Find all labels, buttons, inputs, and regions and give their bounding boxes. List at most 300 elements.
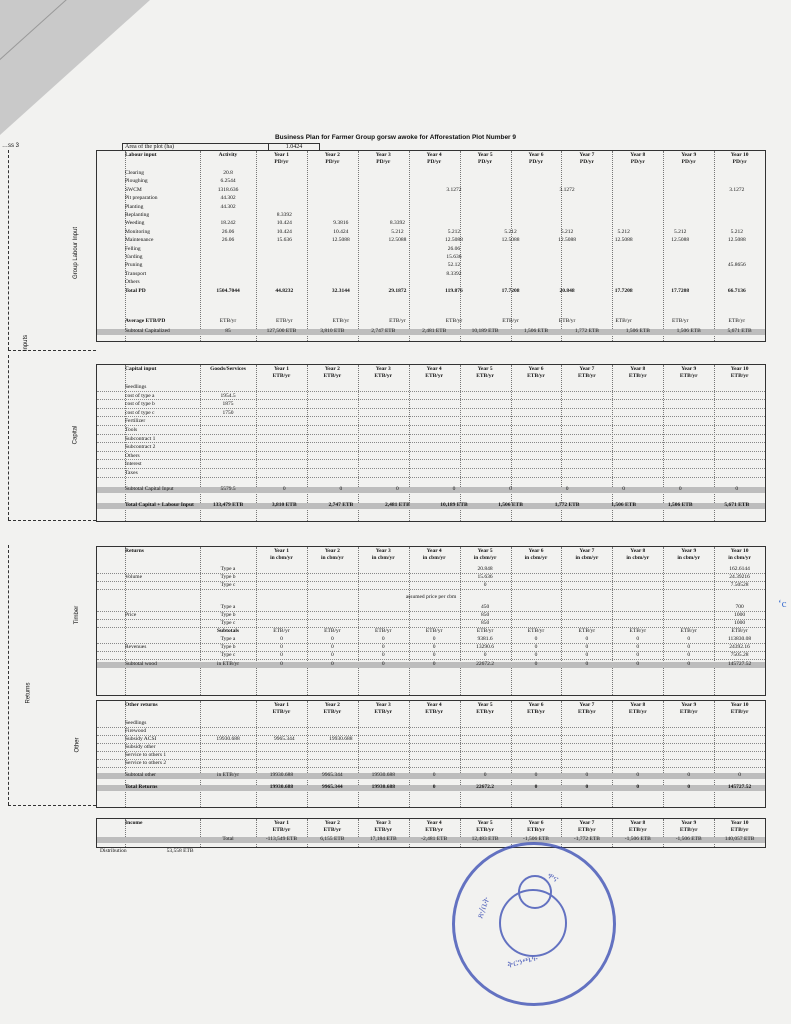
capital-row bbox=[97, 471, 765, 478]
activity-name: Transport bbox=[125, 270, 147, 277]
capital-input-table bbox=[96, 364, 766, 522]
unit-4: ETB/yr bbox=[425, 827, 444, 833]
v-y6: 12.5088 bbox=[501, 237, 520, 244]
other-subtotal-y5: 0 bbox=[483, 772, 487, 778]
volume-y5: 20.848 bbox=[477, 566, 493, 572]
revenue-y8: 0 bbox=[636, 652, 640, 658]
goods-name: cost of type b bbox=[125, 401, 155, 408]
etb-unit: ETB/yr bbox=[425, 628, 443, 634]
labour-row bbox=[97, 205, 765, 211]
wood-y6: 0 bbox=[534, 661, 538, 667]
year-head-6: Year 6 bbox=[528, 366, 544, 372]
unit-8: PD/yr bbox=[630, 159, 645, 165]
revenue-y7: 0 bbox=[585, 644, 589, 650]
header-row bbox=[97, 153, 765, 159]
unit-5: PD/yr bbox=[478, 159, 493, 165]
revenue-row bbox=[97, 637, 765, 644]
revenue-y2: 0 bbox=[330, 652, 334, 658]
revenues-label: Revenues bbox=[125, 644, 147, 650]
other-subtotal-y1: 19930.688 bbox=[269, 772, 294, 778]
unit-3: ETB/yr bbox=[374, 709, 393, 715]
unit-9: in cbm/yr bbox=[677, 555, 701, 561]
year-head-3: Year 3 bbox=[375, 820, 391, 826]
revenue-y10: 24392.16 bbox=[729, 644, 750, 650]
other-row bbox=[97, 753, 765, 760]
unit-row bbox=[97, 374, 765, 380]
volume-row bbox=[97, 567, 765, 574]
subtotal-wood-row bbox=[97, 662, 765, 668]
section-label: Returns bbox=[125, 548, 144, 554]
income-y6: -1,506 ETB bbox=[522, 836, 549, 842]
v-y2: 44.8232 bbox=[275, 287, 294, 294]
capital-row bbox=[97, 402, 765, 409]
subtotal-label: Subtotal Capitalized bbox=[125, 328, 170, 334]
wood-y9: 0 bbox=[687, 661, 691, 667]
price-y10: 700 bbox=[735, 604, 744, 610]
unit-9: ETB/yr bbox=[679, 709, 698, 715]
income-table bbox=[96, 818, 766, 848]
v-y5: 52.12 bbox=[447, 262, 461, 269]
capital-total-y8: 1,506 ETB bbox=[611, 502, 637, 508]
unit-5: ETB/yr bbox=[476, 827, 494, 833]
year-head-5: Year 5 bbox=[477, 366, 493, 372]
capital-subtotal-y6: 0 bbox=[509, 486, 512, 492]
year-head-9: Year 9 bbox=[681, 152, 697, 158]
other-name: Subsidy other bbox=[125, 744, 156, 750]
activity-name: Maintenance bbox=[125, 237, 154, 244]
distribution-row bbox=[100, 848, 193, 854]
capital-total-y3: 2,747 ETB bbox=[328, 502, 354, 508]
labour-subtotal-y8: 1,506 ETB bbox=[625, 328, 650, 334]
labour-row bbox=[97, 272, 765, 278]
labour-row bbox=[97, 179, 765, 185]
unit-9: ETB/yr bbox=[679, 827, 698, 833]
v-y1: 18.242 bbox=[220, 220, 236, 227]
price-row bbox=[97, 605, 765, 612]
unit-7: in cbm/yr bbox=[575, 555, 599, 561]
price-y5: 850 bbox=[480, 612, 490, 618]
labour-row bbox=[97, 171, 765, 177]
unit-4: ETB/yr bbox=[425, 709, 444, 715]
type-name: Type a bbox=[220, 636, 236, 642]
capital-subtotal-y10: 0 bbox=[735, 486, 739, 492]
capital-total-y5: 10,189 ETB bbox=[440, 502, 468, 508]
total-returns-y5: 22672.2 bbox=[476, 784, 495, 790]
in-etb: in ETB/yr bbox=[216, 661, 240, 667]
capital-row bbox=[97, 428, 765, 435]
year-head-8: Year 8 bbox=[630, 366, 646, 372]
subtotal-label: Subtotal other bbox=[125, 772, 157, 778]
v-y8: 5.212 bbox=[617, 228, 630, 235]
wood-y4: 0 bbox=[432, 661, 436, 667]
wood-y5: 22672.2 bbox=[476, 661, 495, 667]
section-label: Capital input bbox=[125, 366, 157, 372]
unit-row bbox=[97, 710, 765, 716]
total-returns-y1: 19930.688 bbox=[269, 784, 294, 790]
income-y4: -2,481 ETB bbox=[421, 836, 448, 842]
unit-10: in cbm/yr bbox=[728, 555, 751, 561]
unit-7: PD/yr bbox=[579, 159, 594, 165]
year-head-6: Year 6 bbox=[528, 820, 544, 826]
activity-name: Monitoring bbox=[125, 228, 151, 235]
v-y7: 3.1272 bbox=[559, 186, 575, 193]
price-note: assumed price per cbm bbox=[405, 594, 457, 600]
revenue-y4: 0 bbox=[432, 644, 436, 650]
total-returns-y9: 0 bbox=[687, 784, 691, 790]
labour-row bbox=[97, 280, 765, 286]
revenue-y1: 0 bbox=[280, 636, 283, 642]
capital-total-y9: 1,506 ETB bbox=[667, 502, 693, 508]
year-head-4: Year 4 bbox=[426, 152, 442, 158]
revenue-y2: 0 bbox=[330, 644, 334, 650]
year-head-5: Year 5 bbox=[477, 820, 493, 826]
capital-row bbox=[97, 437, 765, 444]
v-y5: 5.212 bbox=[447, 228, 461, 235]
volume-y10: 7.50528 bbox=[730, 582, 749, 588]
etb-unit: ETB/yr bbox=[629, 628, 647, 634]
v-y4: 5.212 bbox=[391, 228, 404, 235]
goods-name: cost of type a bbox=[125, 392, 155, 399]
year-head-9: Year 9 bbox=[681, 820, 697, 826]
year-head-10: Year 10 bbox=[730, 152, 749, 158]
v-y2: 15.636 bbox=[276, 237, 292, 244]
revenue-y3: 0 bbox=[381, 644, 385, 650]
v-y2: 8.3392 bbox=[276, 212, 292, 218]
capital-total-y4: 2,481 ETB bbox=[385, 502, 410, 508]
subtotals-label: Subtotals bbox=[216, 628, 239, 634]
type-name: Type c bbox=[220, 582, 236, 588]
capital-subtotal-y3: 0 bbox=[339, 486, 343, 492]
v-y1: 1504.7044 bbox=[216, 287, 240, 294]
volume-row bbox=[97, 575, 765, 582]
unit-5: ETB/yr bbox=[476, 373, 494, 379]
v-y8: 17.7208 bbox=[614, 287, 633, 294]
capital-subtotal-y8: 0 bbox=[622, 486, 626, 492]
unit-3: ETB/yr bbox=[374, 827, 393, 833]
revenue-y4: 0 bbox=[432, 636, 436, 642]
unit-5: in cbm/yr bbox=[473, 555, 497, 561]
year-head-10: Year 10 bbox=[730, 366, 749, 372]
other-name: Seedlings bbox=[125, 720, 147, 726]
v-y7: 20.848 bbox=[559, 287, 575, 294]
header-row bbox=[97, 703, 765, 709]
other-row bbox=[97, 721, 765, 728]
v-y5: 26.06 bbox=[447, 245, 461, 252]
capital-border bbox=[8, 355, 9, 520]
year-head-8: Year 8 bbox=[630, 152, 646, 158]
capital-total-row bbox=[97, 503, 765, 509]
capital-total-y10: 5,671 ETB bbox=[724, 502, 750, 508]
unit-3: PD/yr bbox=[376, 159, 391, 165]
goods-name: Tools bbox=[125, 427, 138, 433]
unit-row bbox=[97, 160, 765, 166]
capital-total-y6: 1,506 ETB bbox=[498, 502, 523, 508]
unit-6: ETB/yr bbox=[527, 373, 545, 379]
unit-2: ETB/yr bbox=[323, 709, 342, 715]
year-head-1: Year 1 bbox=[273, 366, 289, 372]
v-y7: 5.212 bbox=[560, 228, 574, 235]
revenue-y4: 0 bbox=[432, 652, 436, 658]
avg-unit: ETB/yr bbox=[219, 318, 237, 324]
unit-3: ETB/yr bbox=[374, 373, 393, 379]
goods-name: cost of type c bbox=[125, 409, 155, 416]
revenue-y8: 0 bbox=[636, 636, 640, 642]
subtotal-row bbox=[97, 329, 765, 335]
unit-7: ETB/yr bbox=[578, 709, 596, 715]
year-head-4: Year 4 bbox=[426, 702, 442, 708]
v-y4: 8.3392 bbox=[389, 220, 405, 227]
v-y5: 8.3392 bbox=[446, 270, 462, 277]
inputs-side-label: Inputs bbox=[23, 334, 30, 352]
other-row bbox=[97, 745, 765, 752]
avg-unit-9: ETB/yr bbox=[728, 318, 746, 324]
capital-subtotal-y5: 0 bbox=[452, 486, 456, 492]
year-head-7: Year 7 bbox=[579, 820, 595, 826]
goods-value: 1954.5 bbox=[220, 392, 236, 399]
labour-row bbox=[97, 255, 765, 261]
goods-name: Subcontract 2 bbox=[125, 444, 156, 451]
avg-unit-8: ETB/yr bbox=[671, 318, 689, 324]
activity-name: Total PD bbox=[125, 287, 146, 294]
unit-4: in cbm/yr bbox=[422, 555, 446, 561]
revenue-y9: 0 bbox=[687, 644, 691, 650]
labour-row bbox=[97, 213, 765, 219]
other-subtotal-y9: 0 bbox=[687, 772, 691, 778]
capital-side-label: Capital bbox=[72, 425, 79, 445]
revenue-y10: 113830.08 bbox=[728, 636, 752, 642]
unit-9: PD/yr bbox=[681, 159, 696, 165]
labour-row bbox=[97, 221, 765, 227]
year-head-8: Year 8 bbox=[630, 702, 646, 708]
header-row bbox=[97, 367, 765, 373]
revenue-y6: 0 bbox=[534, 652, 538, 658]
unit-9: ETB/yr bbox=[679, 373, 698, 379]
other-row bbox=[97, 737, 765, 744]
v-y8: 12.5088 bbox=[614, 237, 633, 244]
unit-2: in cbm/yr bbox=[320, 555, 344, 561]
year-head-10: Year 10 bbox=[730, 548, 749, 554]
group-labour-side-label: Group Labour Input bbox=[73, 226, 80, 280]
unit-4: PD/yr bbox=[427, 159, 442, 165]
labour-subtotal-y3: 2,747 ETB bbox=[371, 328, 396, 334]
v-y10: 45.8656 bbox=[727, 262, 746, 269]
timber-side-label: Timber bbox=[74, 605, 81, 625]
volume-y5: 15.636 bbox=[477, 574, 493, 580]
avg-unit-6: ETB/yr bbox=[558, 318, 576, 324]
unit-1: ETB/yr bbox=[272, 709, 291, 715]
section-label: Income bbox=[125, 820, 143, 826]
unit-10: ETB/yr bbox=[730, 373, 749, 379]
unit-10: ETB/yr bbox=[730, 709, 749, 715]
type-name: Type b bbox=[220, 574, 236, 580]
area-label: Area of the plot (ha) bbox=[122, 143, 269, 151]
income-y5: 12,483 ETB bbox=[471, 836, 499, 842]
other-y2: 9965.344 bbox=[273, 736, 295, 742]
timber-returns-table bbox=[96, 546, 766, 696]
activity-name: Replanting bbox=[125, 212, 150, 218]
capital-total-y2: 3,810 ETB bbox=[271, 502, 297, 508]
total-returns-y7: 0 bbox=[585, 784, 589, 790]
revenue-y9: 0 bbox=[687, 652, 691, 658]
other-y1: 19930.688 bbox=[216, 736, 240, 742]
stamp-text-3: ጽ/ቤት bbox=[475, 895, 493, 921]
unit-8: ETB/yr bbox=[628, 709, 647, 715]
etb-unit: ETB/yr bbox=[273, 628, 290, 634]
income-total-row bbox=[97, 837, 765, 843]
price-y10: 1000 bbox=[734, 612, 746, 618]
activity-name: Pit preparation bbox=[125, 195, 158, 202]
year-head-7: Year 7 bbox=[579, 702, 595, 708]
year-head-3: Year 3 bbox=[375, 702, 391, 708]
unit-2: ETB/yr bbox=[323, 373, 342, 379]
capital-row bbox=[97, 462, 765, 469]
v-y3: 32.3144 bbox=[331, 287, 350, 294]
activity-name: Felling bbox=[125, 245, 141, 252]
goods-name: Fertilizer bbox=[125, 418, 146, 425]
total-returns-y3: 19930.688 bbox=[371, 784, 395, 790]
v-y9: 17.7208 bbox=[671, 287, 690, 294]
v-y5: 12.5088 bbox=[445, 237, 463, 244]
labour-subtotal-y7: 1,772 ETB bbox=[574, 328, 599, 334]
revenue-row bbox=[97, 653, 765, 660]
total-y1: 133,479 ETB bbox=[212, 502, 244, 508]
type-name: Type b bbox=[220, 612, 236, 618]
unit-1: ETB/yr bbox=[272, 373, 291, 379]
unit-3: in cbm/yr bbox=[371, 555, 395, 561]
subtotal-y1: 5579.5 bbox=[220, 486, 236, 492]
other-total-row bbox=[97, 785, 765, 791]
year-head-2: Year 2 bbox=[324, 820, 340, 826]
avg-row bbox=[97, 319, 765, 325]
unit-2: ETB/yr bbox=[323, 827, 342, 833]
capital-subtotal-y9: 0 bbox=[678, 486, 682, 492]
other-subtotal-y10: 0 bbox=[738, 772, 741, 778]
other-subtotal-row bbox=[97, 773, 765, 779]
labour-subtotal-y1: 127,500 ETB bbox=[266, 328, 297, 334]
price-y10: 1000 bbox=[734, 620, 746, 626]
capital-subtotal-y7: 0 bbox=[565, 486, 569, 492]
activity-name: Pruning bbox=[125, 262, 143, 269]
year-head-5: Year 5 bbox=[477, 152, 493, 158]
etb-unit: ETB/yr bbox=[324, 628, 341, 634]
unit-6: in cbm/yr bbox=[524, 555, 548, 561]
activity-name: Ploughing bbox=[125, 178, 148, 185]
total-label: Total Returns bbox=[125, 784, 158, 790]
v-y6: 5.212 bbox=[504, 228, 517, 235]
year-head-6: Year 6 bbox=[528, 702, 544, 708]
distribution-label: Distribution bbox=[100, 848, 127, 854]
v-y1: 44.302 bbox=[220, 203, 236, 210]
header-row bbox=[97, 549, 765, 555]
wood-y10: 145727.52 bbox=[727, 661, 752, 667]
capital-row bbox=[97, 394, 765, 401]
labour-input-table bbox=[96, 150, 766, 342]
section-label: Other returns bbox=[125, 702, 158, 708]
folded-corner bbox=[0, 0, 150, 135]
total-returns-y4: 0 bbox=[432, 784, 436, 790]
activity-name: Yarding bbox=[125, 254, 143, 260]
labour-row bbox=[97, 289, 765, 295]
v-y4: 12.5088 bbox=[388, 237, 407, 244]
type-name: Type c bbox=[220, 652, 236, 658]
area-value: 1.0424 bbox=[269, 143, 320, 151]
capital-total-y7: 1,772 ETB bbox=[554, 502, 580, 508]
official-stamp bbox=[452, 842, 616, 1006]
header-row bbox=[97, 821, 765, 827]
returns-side-label: Returns bbox=[25, 682, 32, 704]
v-y10: 66.7136 bbox=[727, 287, 746, 294]
year-head-10: Year 10 bbox=[730, 702, 749, 708]
unit-8: ETB/yr bbox=[628, 373, 647, 379]
total-returns-y10: 145727.52 bbox=[727, 784, 752, 790]
capital-row bbox=[97, 419, 765, 426]
v-y5: 3.1272 bbox=[446, 186, 462, 193]
labour-row bbox=[97, 188, 765, 194]
year-head-8: Year 8 bbox=[630, 820, 646, 826]
unit-1: in cbm/yr bbox=[270, 555, 293, 561]
unit-5: ETB/yr bbox=[476, 709, 494, 715]
v-y4: 29.1872 bbox=[388, 287, 407, 294]
revenue-y5: 13290.6 bbox=[476, 644, 495, 650]
margin-mark: ʻc bbox=[778, 598, 787, 610]
other-subtotal-y2: 9965.344 bbox=[322, 772, 343, 778]
labour-row bbox=[97, 230, 765, 236]
revenue-y3: 0 bbox=[381, 652, 385, 658]
avg-unit-4: ETB/yr bbox=[445, 318, 463, 324]
revenue-y5: 0 bbox=[483, 652, 487, 658]
etb-unit: ETB/yr bbox=[578, 628, 596, 634]
avg-label: Average ETB/PD bbox=[125, 318, 166, 324]
wood-y8: 0 bbox=[636, 661, 640, 667]
labour-row bbox=[97, 196, 765, 202]
year-head-9: Year 9 bbox=[681, 548, 697, 554]
goods-value: 1875 bbox=[222, 401, 234, 408]
inputs-divider bbox=[8, 350, 96, 351]
goods-value: 1750 bbox=[222, 409, 234, 416]
year-head-1: Year 1 bbox=[273, 820, 289, 826]
v-y1: 26.06 bbox=[221, 237, 235, 244]
etb-unit: ETB/yr bbox=[375, 628, 392, 634]
v-y2: 10.424 bbox=[276, 220, 292, 227]
year-head-2: Year 2 bbox=[324, 548, 340, 554]
wood-y2: 0 bbox=[330, 661, 334, 667]
other-y3: 19930.688 bbox=[329, 736, 353, 742]
other-subtotal-y7: 0 bbox=[585, 772, 589, 778]
other-returns-table bbox=[96, 700, 766, 808]
volume-y5: 0 bbox=[483, 582, 487, 588]
goods-name: Seedlings bbox=[125, 384, 147, 390]
type-name: Type a bbox=[220, 566, 236, 572]
year-head-1: Year 1 bbox=[273, 548, 289, 554]
v-y10: 5.212 bbox=[730, 228, 743, 235]
activity-name: Others bbox=[125, 279, 140, 286]
year-head-7: Year 7 bbox=[579, 152, 595, 158]
etb-unit: ETB/yr bbox=[527, 628, 545, 634]
revenue-row bbox=[97, 645, 765, 652]
unit-6: PD/yr bbox=[528, 159, 544, 165]
year-head-2: Year 2 bbox=[324, 152, 340, 158]
income-y2: 6,155 ETB bbox=[320, 836, 345, 842]
total-label: Total Capital + Labour Input bbox=[125, 502, 194, 508]
unit-row bbox=[97, 556, 765, 562]
subtotals-head bbox=[97, 629, 765, 635]
goods-name: Taxes bbox=[125, 470, 138, 476]
type-name: Type a bbox=[220, 604, 236, 610]
volume-row bbox=[97, 583, 765, 590]
revenue-y9: 0 bbox=[687, 636, 691, 642]
year-head-3: Year 3 bbox=[375, 152, 391, 158]
v-y1: 6.2544 bbox=[220, 178, 236, 185]
